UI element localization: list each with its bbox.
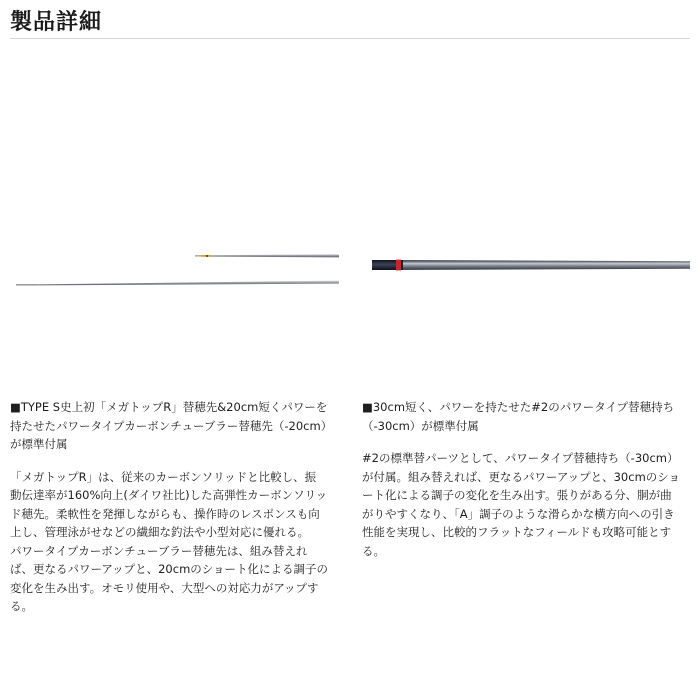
page-title: 製品詳細 (10, 10, 103, 35)
power-section-blank (372, 260, 690, 271)
left-description (10, 398, 345, 616)
rod-section-figure (350, 250, 700, 290)
section-red-band (396, 260, 401, 271)
title-divider (10, 38, 690, 39)
spare-tip-short (195, 254, 339, 257)
right-description (362, 398, 692, 560)
left-heading: ■TYPE S史上初「メガトップR」替穂先&20cm短くパワーを 持たせたパワータイプカーボンチューブラー替穂先（-20cm） が標準付属 (10, 400, 333, 451)
rod-tip-illustration (0, 240, 350, 300)
section-end-cap (372, 260, 398, 270)
rod-section-illustration (350, 250, 700, 290)
left-body: 「メガトップR」は、従来のカーボンソリッドと比較し、振 動伝達率が160%向上(ダイワ社比)した高弾性カーボンソリッ ド穂先。柔軟性を発揮しながらも、操作時のレスポンスも向 上し、管理泳がせなどの繊細な釣法や小型対応に優れる。 パワータイプカーボンチューブラー替穂先は、組み替えれ ば、更なるパワーアップと、20cmのショート化による調子の 変化を生み出す。オモリ使用や、大型への対応力がアップす る。 (10, 469, 329, 613)
spare-tip-long (16, 281, 339, 286)
tip-ferrule-gold (201, 255, 210, 257)
right-heading: ■30cm短く、パワーを持たせた#2のパワータイプ替穂持ち （-30cm）が標準付属 (362, 400, 675, 433)
right-body: #2の標準替パーツとして、パワータイプ替穂持ち（-30cm） が付属。組み替えれば、更なるパワーアップと、30cmのショ ート化による調子の変化を生み出す。張りがある分、胴が曲 がりやすくなり、「A」調子のような滑らかな横方向への引き 性能を実現し、比較的フラットなフィールドも攻略可能とす る。 (362, 451, 681, 558)
rod-tip-figure (0, 240, 350, 300)
